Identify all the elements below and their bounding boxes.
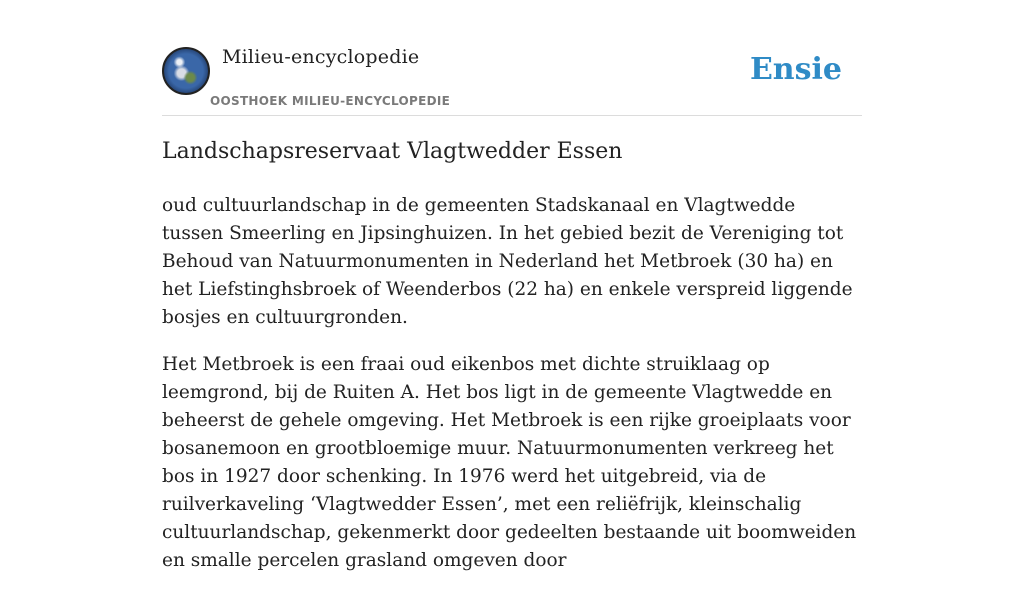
article-paragraph: Het Metbroek is een fraai oud eikenbos met dichte struiklaag op leemgrond, bij de Ruiten A. Het bos ligt in de gemeente Vlagtwedde en beheerst de gehele omgeving. Het Metbroek is een rijke groeiplaats voor bosanemoon en grootbloemige muur. Natuurmonumenten verkreeg het bos in 1927 door schenking. In 1976 werd het uitgebreid, via de ruilverkaveling ‘Vlagtwedder Essen’, met een reliëfrijk, kleinschalig cultuurlandschap, gekenmerkt door gedeelten bestaande uit boomweiden en smalle percelen grasland omgeven door: [162, 354, 857, 571]
site-subtitle: OOSTHOEK MILIEU-ENCYCLOPEDIE: [210, 94, 451, 108]
earth-globe-icon[interactable]: [162, 47, 210, 95]
site-header: [162, 0, 862, 116]
article-body: [162, 192, 862, 594]
article-paragraph: oud cultuurlandschap in de gemeenten Stadskanaal en Vlagtwedde tussen Smeerling en Jipsinghuizen. In het gebied bezit de Vereniging tot Behoud van Natuurmonumenten in Nederland het Metbroek (30 ha) en het Liefstinghsbroek of Weenderbos (22 ha) en enkele verspreid liggende bosjes en cultuurgronden.: [162, 195, 853, 328]
ensie-logo-link[interactable]: Ensie: [749, 52, 842, 87]
article-title: Landschapsreservaat Vlagtwedder Essen: [162, 139, 623, 164]
site-name[interactable]: Milieu-encyclopedie: [222, 46, 420, 68]
